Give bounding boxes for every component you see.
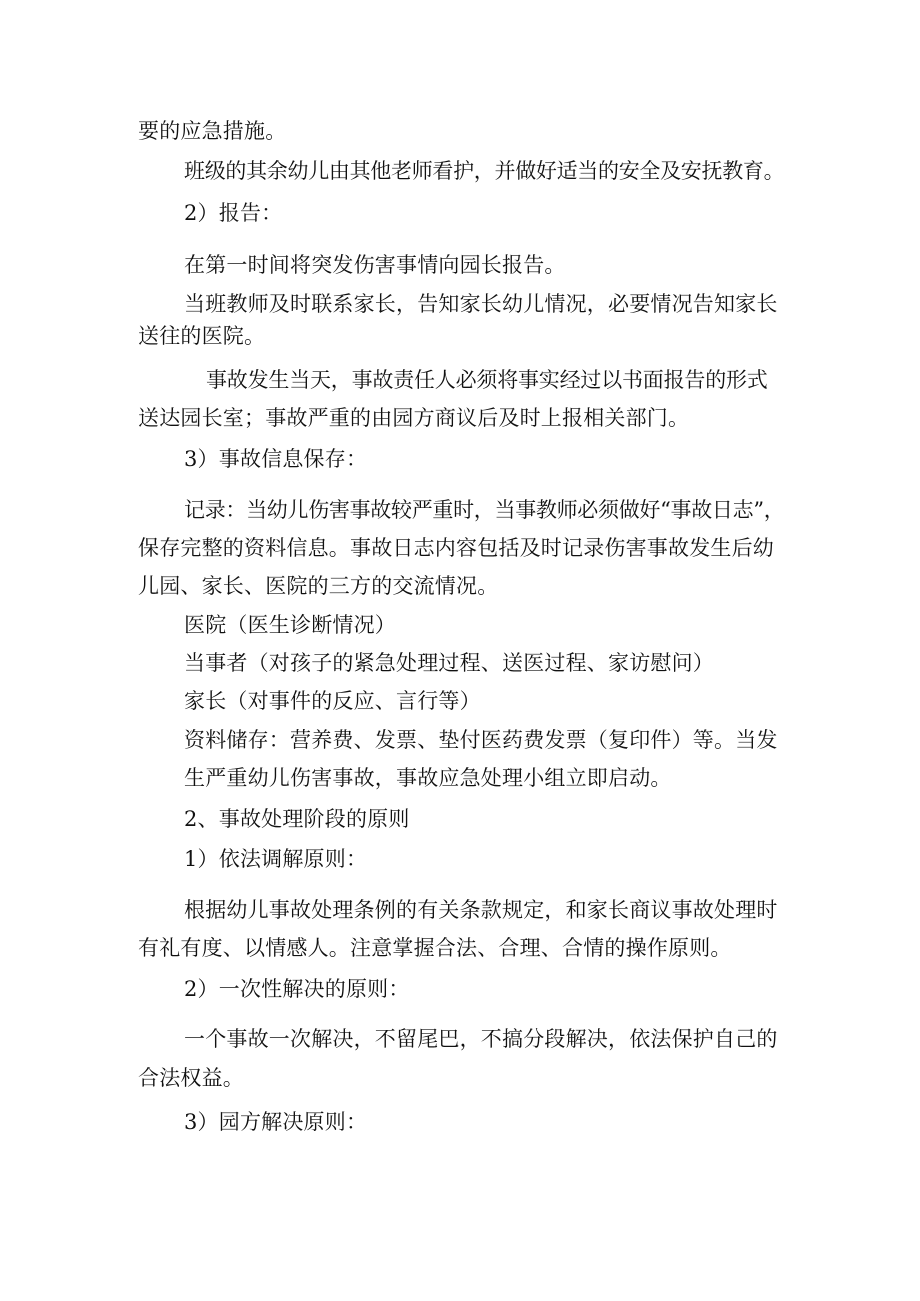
text-line: 保存完整的资料信息。事故日志内容包括及时记录伤害事故发生后幼 — [138, 536, 774, 560]
text-line: 儿园、家长、医院的三方的交流情况。 — [138, 574, 499, 598]
text-line: 家长（对事件的反应、言行等） — [184, 689, 481, 713]
text-line: 送往的医院。 — [138, 324, 266, 348]
text-line: 记录：当幼儿伤害事故较严重时，当事教师必须做好“事故日志”， — [184, 498, 785, 522]
section-heading: 2、事故处理阶段的原则 — [184, 807, 410, 831]
text-line: 在第一时间将突发伤害事情向园长报告。 — [184, 253, 566, 277]
section-heading: 3）事故信息保存： — [184, 447, 368, 471]
text-line: 生严重幼儿伤害事故，事故应急处理小组立即启动。 — [184, 766, 672, 790]
section-heading: 2）报告： — [184, 201, 283, 225]
text-line: 当班教师及时联系家长，告知家长幼儿情况，必要情况告知家长 — [184, 292, 778, 316]
section-heading: 2）一次性解决的原则： — [184, 977, 410, 1001]
section-heading: 3）园方解决原则： — [184, 1110, 368, 1134]
text-line: 资料储存：营养费、发票、垫付医药费发票（复印件）等。当发 — [184, 728, 778, 752]
text-line: 班级的其余幼儿由其他老师看护，并做好适当的安全及安抚教育。 — [184, 159, 785, 183]
text-line: 有礼有度、以情感人。注意掌握合法、合理、合情的操作原则。 — [138, 936, 732, 960]
text-line: 要的应急措施。 — [138, 119, 287, 143]
text-line: 一个事故一次解决，不留尾巴，不搞分段解决，依法保护自己的 — [184, 1027, 778, 1051]
text-line: 当事者（对孩子的紧急处理过程、送医过程、家访慰问） — [184, 651, 714, 675]
text-line: 根据幼儿事故处理条例的有关条款规定，和家长商议事故处理时 — [184, 898, 778, 922]
text-line: 事故发生当天，事故责任人必须将事实经过以书面报告的形式 — [206, 368, 768, 392]
text-line: 送达园长室；事故严重的由园方商议后及时上报相关部门。 — [138, 406, 690, 430]
section-heading: 1）依法调解原则： — [184, 847, 368, 871]
text-line: 合法权益。 — [138, 1066, 244, 1090]
text-line: 医院（医生诊断情况） — [184, 613, 396, 637]
